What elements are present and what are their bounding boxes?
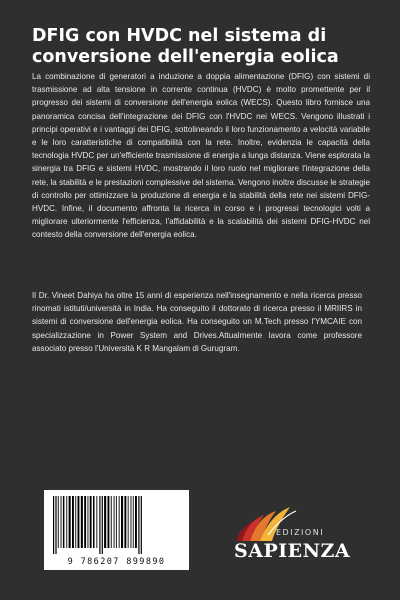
barcode-bar <box>124 496 126 548</box>
barcode-bar <box>104 496 106 548</box>
isbn-digits: 9 786207 899890 <box>67 557 166 567</box>
author-bio: Il Dr. Vineet Dahiya ha oltre 15 anni di esperienza nell'insegnamento e nella ricerca presso rinomati istituti/università in India. Ha conseguito il dottorato di ricerca presso il MRIIRS in sistemi di conversione dell'energia eolica. Ha conseguito un M.Tech presso l'YMCAIE con specializzazione in Power System and Drives.Attualmente lavora come professore associato presso l'Università K R Mangalam di Gurugram. <box>32 291 362 353</box>
barcode-bar <box>114 496 115 548</box>
publisher-name: SAPIENZA <box>234 540 351 562</box>
book-title: DFIG con HVDC nel sistema di conversione dell'energia eolica <box>32 26 339 67</box>
barcode-bar <box>84 496 86 548</box>
barcode-bar <box>66 496 67 548</box>
barcode-bar <box>138 496 139 554</box>
barcode-bar <box>102 496 103 554</box>
barcode-bar <box>53 496 54 554</box>
barcode-bar <box>131 496 132 548</box>
feather-quill-icon <box>232 505 312 543</box>
publisher-logo-block <box>232 505 362 575</box>
barcode-bar <box>81 496 83 548</box>
barcode-bar <box>61 496 62 548</box>
barcode-bar <box>69 496 71 548</box>
barcode-bar <box>108 496 110 548</box>
barcode-bar <box>121 496 123 548</box>
barcode-bar <box>96 496 97 548</box>
barcode-bar <box>55 496 56 554</box>
barcode-bar <box>111 496 112 548</box>
book-summary: La combinazione di generatori a induzione a doppia alimentazione (DFIG) con sistemi di trasmissione ad alta tensione in corrente continua (HVDC) è molto promettente per il progresso dei sistemi di conversione dell'energia eolica (WECS). Questo libro fornisce una panoramica concisa dell'integrazione dei DFIG con l'HVDC nei WECS. Vengono illustrati i principi operativi e i vantaggi dei DFIG, sottolineando il loro funzionamento a velocità variabile e le loro caratteristiche di compatibilità con la rete. Inoltre, evidenzia le capacità della tecnologia HVDC per un'efficiente trasmissione di energia a lunga distanza. Viene esplorata la sinergia tra DFIG e sistemi HVDC, mostrando il loro ruolo nel migliorare l'integrazione della rete, la stabilità e le prestazioni complessive del sistema. Vengono inoltre discusse le strategie di controllo per ottimizzare la produzione di energia e la stabilità della rete nei sistemi DFIG-HVDC. Infine, il documento affronta la ricerca in corso e i progressi tecnologici volti a migliorare ulteriormente l'efficienza, l'affidabilità e la scalabilità dei sistemi DFIG-HVDC nel contesto della conversione dell'energia eolica. <box>32 72 370 240</box>
isbn-barcode <box>44 490 189 570</box>
barcode-bar <box>133 496 134 548</box>
barcode-bar <box>119 496 120 548</box>
barcode-bar <box>75 496 76 548</box>
barcode-bar <box>72 496 74 548</box>
barcode-bar <box>78 496 80 548</box>
publisher-label-top: EDIZIONI <box>276 528 325 537</box>
barcode-bar <box>135 496 137 548</box>
barcode-bar <box>93 496 95 548</box>
barcode-bars <box>51 496 182 554</box>
barcode-bar <box>99 496 100 554</box>
barcode-bar <box>128 496 129 548</box>
barcode-bar <box>116 496 117 548</box>
barcode-bar <box>63 496 65 548</box>
barcode-bar <box>58 496 59 548</box>
barcode-bar <box>88 496 89 548</box>
barcode-bar <box>90 496 92 548</box>
barcode-bar <box>141 496 142 554</box>
